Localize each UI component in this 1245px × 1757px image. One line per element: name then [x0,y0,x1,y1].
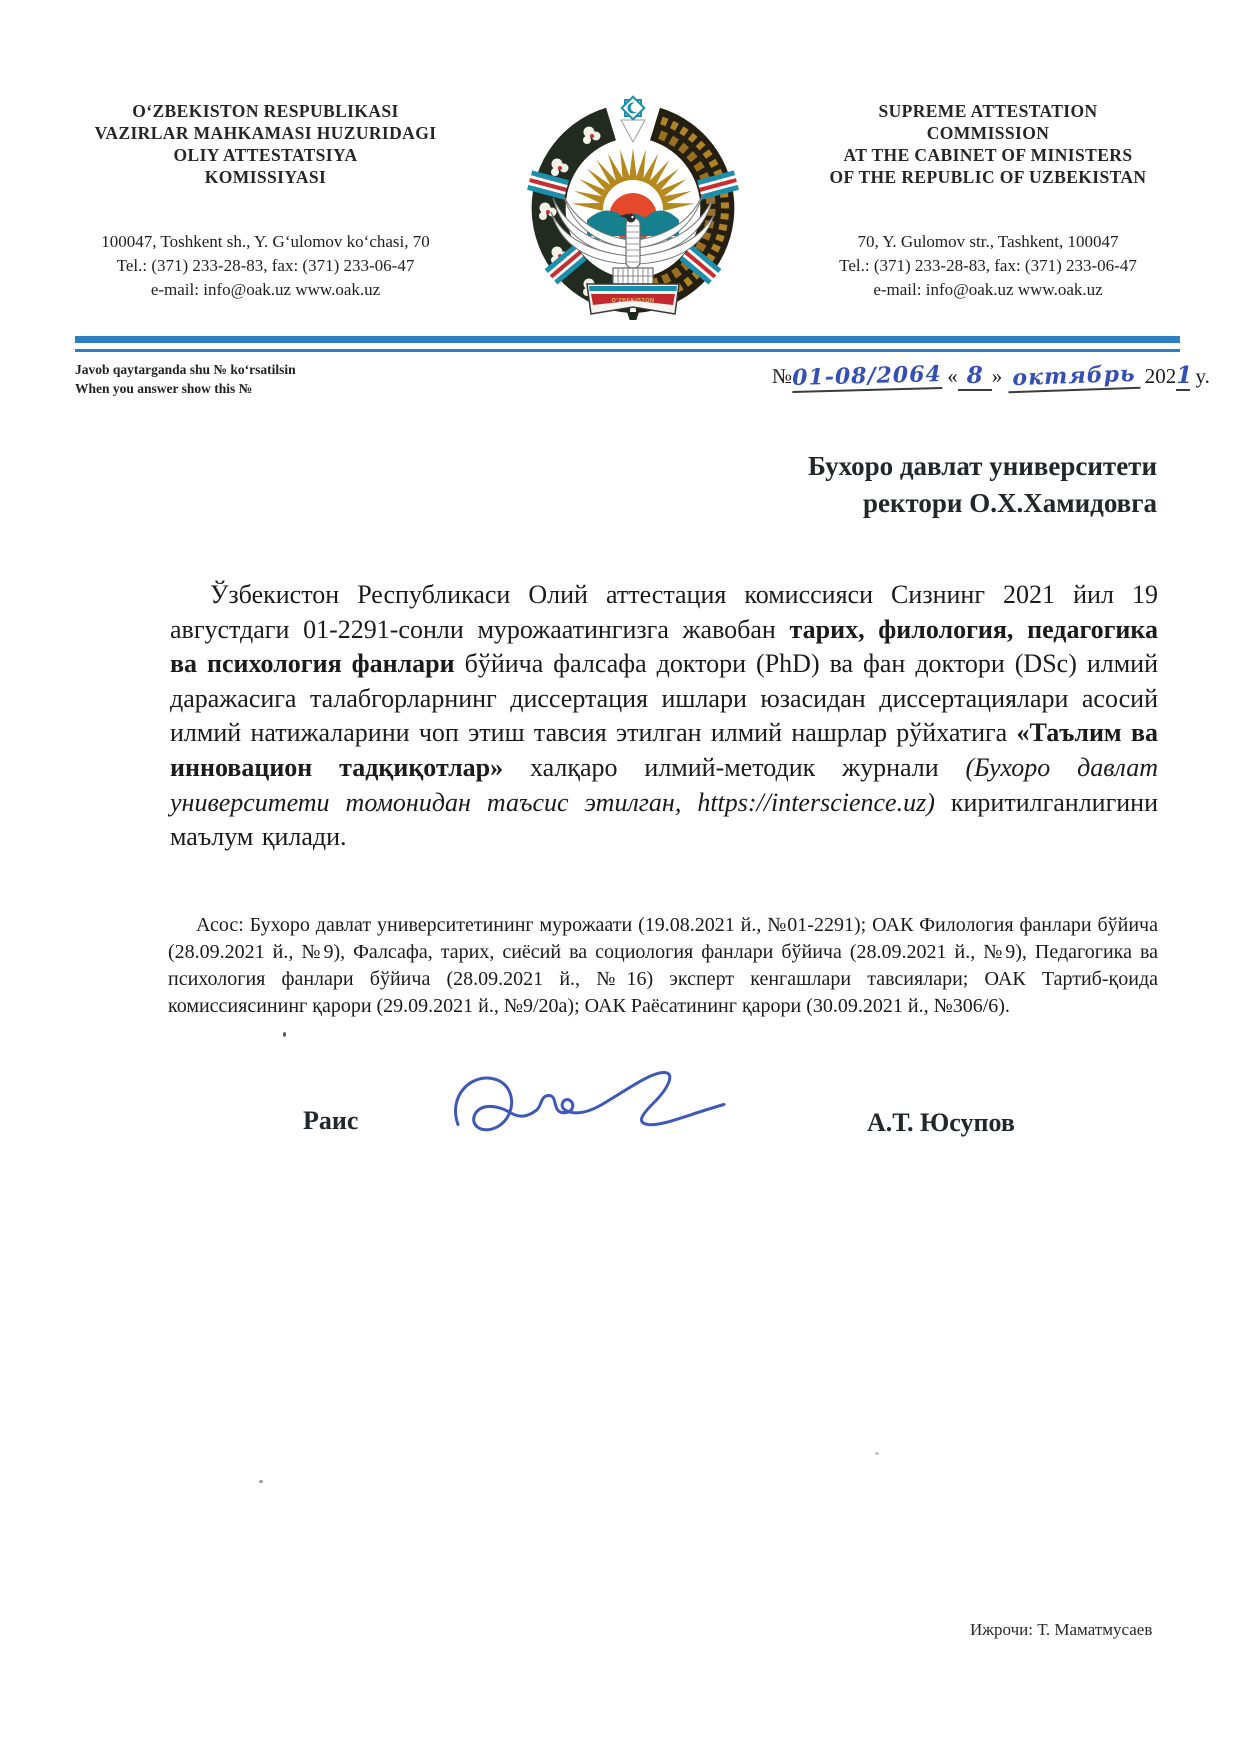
org-title-line: VAZIRLAR MAHKAMASI HUZURIDAGI [94,123,437,143]
month-handwritten: октябрь [1007,361,1140,394]
body-segment-bold: «Таълим ва инновацион тадқиқотлар» [170,718,1159,782]
body-segment: Ўзбекистон Республикаси Олий аттестация комиссияси Сизнинг 2021 йил 19 августдаги 01-2291-сонли мурожаатингизга жавобан [170,580,1158,644]
year-printed: 202 [1144,364,1177,388]
body-segment-bold: тарих, филология, педагогика ва психология фанлари [170,614,1158,679]
basis-paragraph: Асос: Бухоро давлат университетининг мурожаати (19.08.2021 й., №01-2291); ОАК Филология фанлари бўйича (28.09.2021 й., №9), Фалсафа, тарих, сиёсий ва социология фанлари бўйича (28.09.2021 й., №9), Педагогика ва психология фанлари бўйича (28.09.2021 й., №16) эксперт кенгашлари тавсиялари; ОАК Тартиб-қоида комиссиясининг қарори (29.09.2021 й., №9/20а); ОАК Раёсатининг қарори (30.09.2021 й., №306/6). [168,914,1158,1017]
header-rule-thin [75,349,1180,352]
scan-speck [875,1452,879,1455]
number-label: № [772,364,793,388]
address-line: 100047, Toshkent sh., Y. G‘ulomov ko‘chasi, 70 [101,232,430,251]
reference-note-uz: Javob qaytarganda shu № ko‘rsatilsin [75,362,296,377]
body-segment: киритилганлигини маълум қилади. [170,787,1158,852]
org-title-line: COMMISSION [926,123,1050,143]
signer-title: Раис [303,1106,359,1135]
executor-note: Ижрочи: Т. Маматмусаев [970,1620,1153,1639]
body-segment: бўйича фалсафа доктори (PhD) ва фан доктори (DSc) илмий даражасига талабгорларнинг диссертация ишлари юзасидан диссертациялари асосий илмий натижаларини чоп этиш тавсия этилган илмий нашрлар рўйхатига [170,649,1158,748]
org-address-uzbek [68,230,463,302]
year-suffix: y. [1195,364,1210,388]
org-title-english [788,100,1188,188]
addressee-line1: Бухоро давлат университети [807,451,1157,481]
star-crescent [622,97,645,120]
day-handwritten: 8 [958,362,992,391]
address-line: Tel.: (371) 233-28-83, fax: (371) 233-06-47 [839,256,1137,275]
address-line: e-mail: info@oak.uz www.oak.uz [873,280,1103,299]
org-title-line: O‘ZBEKISTON RESPUBLIKASI [132,101,399,121]
body-segment: халқаро илмий-методик журнали [503,752,966,782]
year-digit-handwritten: 1 [1176,362,1193,389]
emblem-svg [523,90,743,320]
org-title-line: OF THE REPUBLIC OF UZBEKISTAN [829,167,1147,187]
uzbekistan-coat-of-arms-icon [523,90,743,320]
reference-note [75,360,296,398]
letter-body [170,578,1158,855]
addressee-block [808,448,1157,522]
quote-open: « [947,364,958,388]
signature-ink [440,1060,740,1155]
org-title-line: AT THE CABINET OF MINISTERS [843,145,1133,165]
number-date-line [772,362,1210,391]
signer-name: А.Т. Юсупов [867,1108,1015,1137]
address-line: e-mail: info@oak.uz www.oak.uz [150,280,381,299]
org-header-uzbek [68,100,463,302]
scan-speck [259,1480,263,1483]
org-title-line: KOMISSIYASI [204,167,327,187]
scan-speck [283,1032,286,1037]
reference-note-en: When you answer show this № [75,381,253,396]
body-segment-italic: (Бухоро давлат университети томонидан таъсис этилган, https://interscience.uz) [170,752,1158,817]
banner-text: O‘ZBEKISTON [611,298,655,304]
address-line: Tel.: (371) 233-28-83, fax: (371) 233-06-47 [116,256,415,275]
header-rule-thick [75,336,1180,343]
addressee-line2: ректори О.Х.Хамидовга [862,488,1157,518]
org-header-english [788,100,1188,302]
org-title-line: SUPREME ATTESTATION [878,101,1098,121]
address-line: 70, Y. Gulomov str., Tashkent, 100047 [857,232,1119,251]
outgoing-number-handwritten: 01-08/2064 [792,361,943,393]
quote-close: » [991,364,1003,388]
org-title-uzbek [68,100,463,188]
org-title-line: OLIY ATTESTATSIYA [173,145,358,165]
org-address-english [788,230,1188,302]
